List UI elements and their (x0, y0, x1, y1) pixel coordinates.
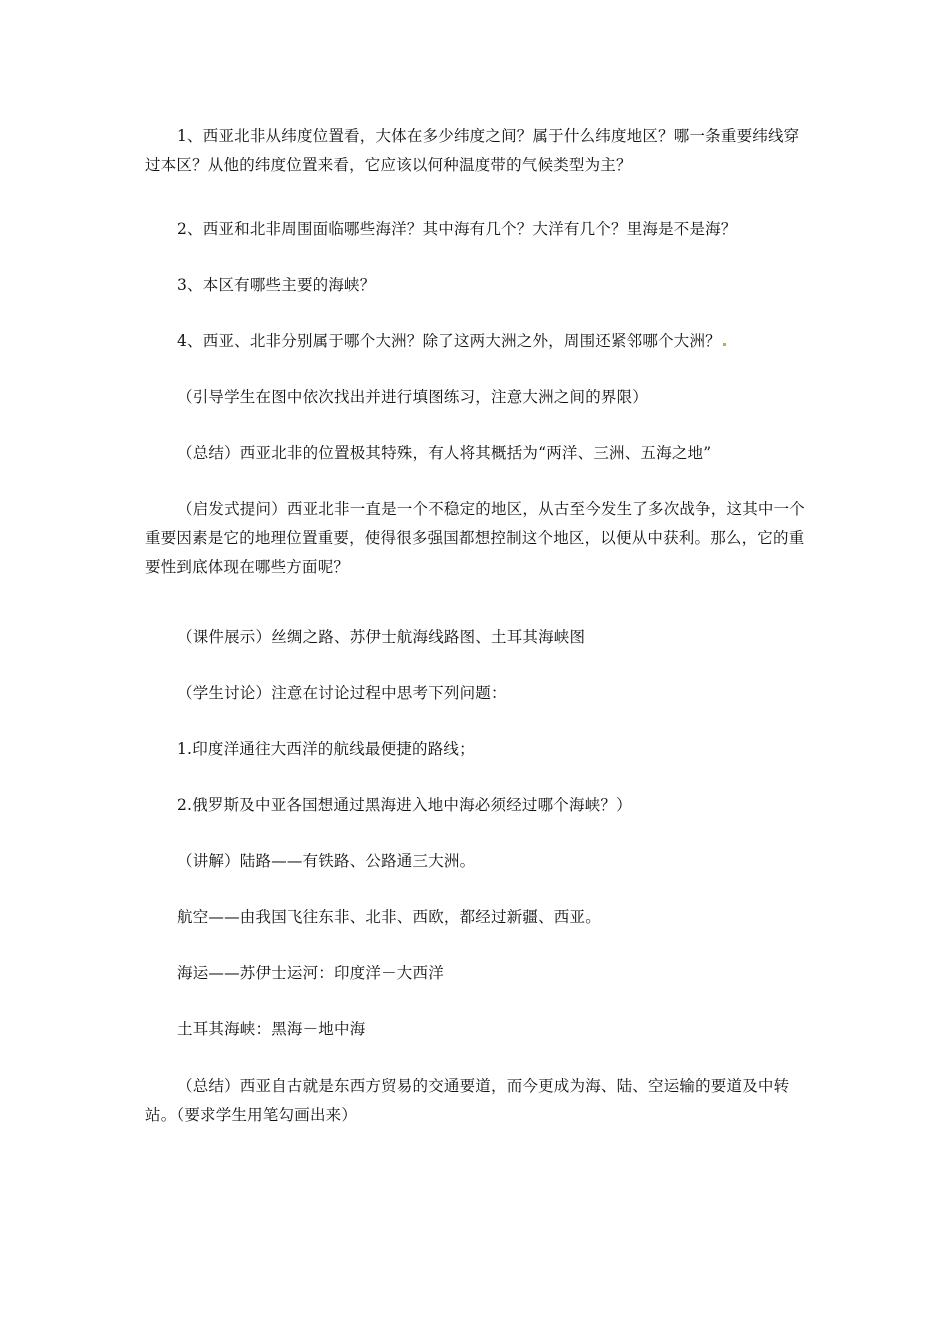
heuristic-question-paragraph: （启发式提问）西亚北非一直是一个不稳定的地区，从古至今发生了多次战争，这其中一个重要因素是它的地理位置重要，使得很多强国都想控制这个地区，以便从中获利。那么，它的重要性到底体现在哪些方面呢？ (145, 500, 806, 576)
summary-location-paragraph: （总结）西亚北非的位置极其特殊，有人将其概括为“两洋、三洲、五海之地” (177, 444, 712, 462)
question-3-paragraph: 3、本区有哪些主要的海峡？ (177, 276, 376, 294)
question-4-text: 4、西亚、北非分别属于哪个大洲？除了这两大洲之外，周围还紧邻哪个大洲？ (177, 332, 721, 350)
explanation-air-route: 航空——由我国飞往东非、北非、西欧，都经过新疆、西亚。 (177, 908, 601, 926)
question-4-paragraph (145, 327, 810, 356)
student-discussion-paragraph: （学生讨论）注意在讨论过程中思考下列问题： (177, 684, 507, 702)
turkish-strait-line: 土耳其海峡：黑海－地中海 (177, 1020, 366, 1038)
explanation-sea-route: 海运——苏伊士运河：印度洋－大西洋 (177, 964, 444, 982)
guide-note-paragraph: （引导学生在图中依次找出并进行填图练习，注意大洲之间的界限） (177, 388, 649, 406)
explanation-land-route: （讲解）陆路——有铁路、公路通三大洲。 (177, 852, 476, 870)
discussion-item-1: 1.印度洋通往大西洋的航线最便捷的路线； (177, 740, 475, 758)
question-2-paragraph: 2、西亚和北非周围面临哪些海洋？其中海有几个？大洋有几个？里海是不是海？ (177, 220, 737, 238)
final-summary-paragraph: （总结）西亚自古就是东西方贸易的交通要道，而今更成为海、陆、空运输的要道及中转站。（要求学生用笔勾画出来） (145, 1077, 790, 1124)
scan-mark-icon (723, 343, 726, 346)
discussion-item-2: 2.俄罗斯及中亚各国想通过黑海进入地中海必须经过哪个海峡？） (177, 796, 632, 814)
courseware-display-paragraph: （课件展示）丝绸之路、苏伊士航海线路图、土耳其海峡图 (177, 628, 586, 646)
question-1-paragraph: 1、西亚北非从纬度位置看，大体在多少纬度之间？属于什么纬度地区？哪一条重要纬线穿过本区？从他的纬度位置来看，它应该以何种温度带的气候类型为主？ (145, 127, 800, 174)
